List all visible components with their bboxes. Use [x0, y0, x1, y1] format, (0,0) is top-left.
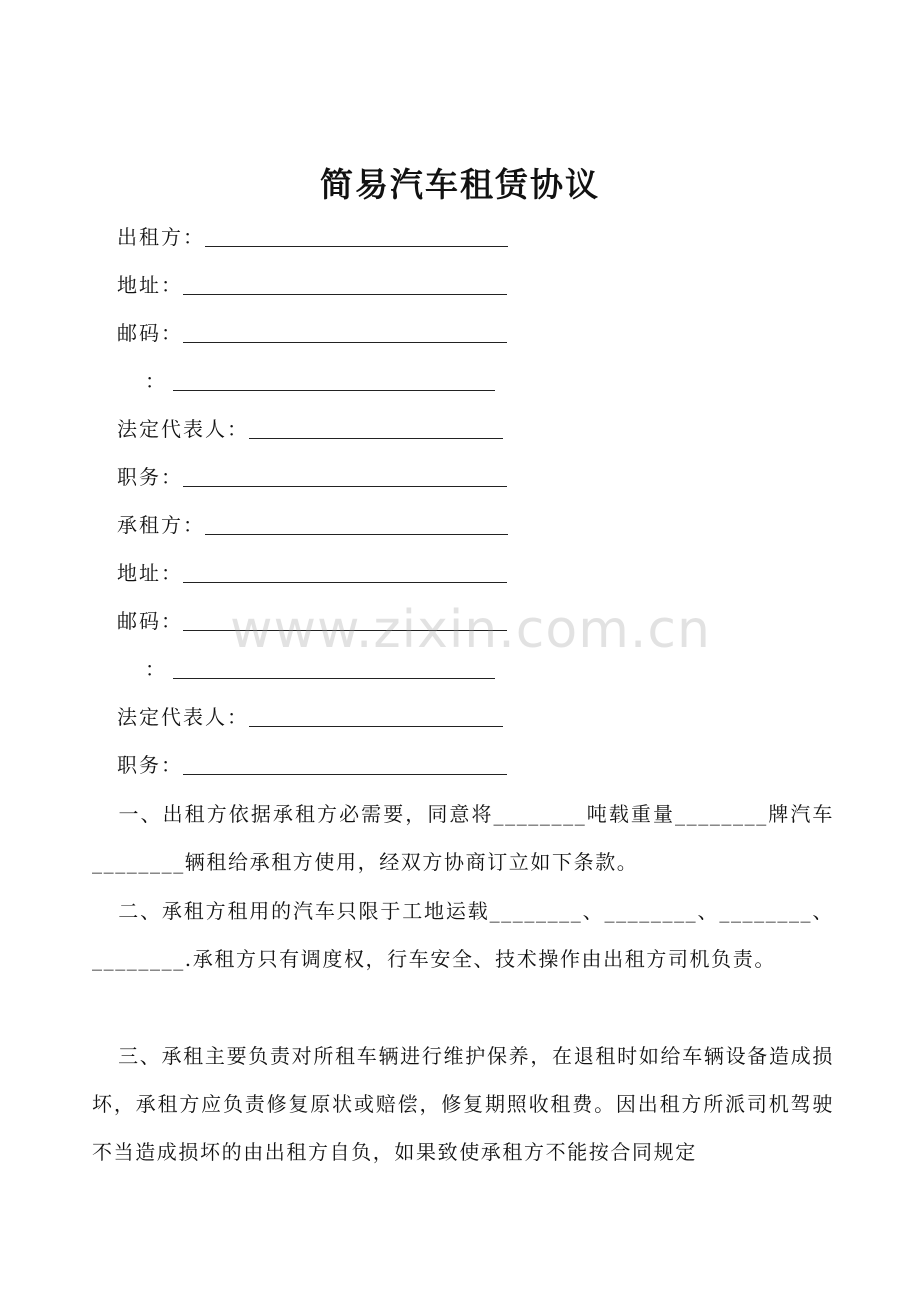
lessee-address-field [117, 554, 507, 588]
lessor-position-label: 职务： [117, 465, 183, 489]
clause-1-text: 一、出租方依据承租方必需要，同意将________吨载重量________牌汽车________辆租给承租方使用，经双方协商订立如下条款。 [92, 802, 834, 874]
lessee-position-label: 职务： [117, 753, 183, 777]
lessee-address-label: 地址： [117, 561, 183, 585]
lessee-postcode-field [117, 602, 507, 636]
lessor-postcode-field [117, 314, 507, 348]
lessor-position-field [117, 458, 507, 492]
lessor-address-blank [183, 268, 507, 295]
lessee-unnamed-label: ： [145, 657, 167, 681]
lessee-legal-rep-label: 法定代表人： [117, 705, 249, 729]
lessor-legal-rep-blank [249, 412, 503, 439]
lessee-blank [205, 508, 508, 535]
lessor-unnamed-label: ： [145, 369, 167, 393]
lessor-blank [205, 220, 508, 247]
lessee-unnamed-blank [173, 652, 495, 679]
lessee-address-blank [183, 556, 507, 583]
lessee-unnamed-field [145, 650, 495, 684]
lessee-postcode-blank [183, 604, 507, 631]
lessor-address-field [117, 266, 507, 300]
clause-2-text: 二、承租方租用的汽车只限于工地运载________、________、________、________.承租方只有调度权，行车安全、技术操作由出租方司机负责。 [92, 899, 834, 971]
clause-1 [92, 790, 834, 886]
clause-3-text: 三、承租主要负责对所租车辆进行维护保养，在退租时如给车辆设备造成损坏，承租方应负责修复原状或赔偿，修复期照收租费。因出租方所派司机驾驶不当造成损坏的由出租方自负，如果致使承租方不能按合同规定 [92, 1044, 834, 1164]
lessor-field [117, 218, 508, 252]
clause-2 [92, 887, 834, 983]
lessee-field [117, 506, 508, 540]
lessor-position-blank [183, 460, 507, 487]
document-title: 简易汽车租赁协议 [320, 165, 600, 204]
lessor-unnamed-field [145, 362, 495, 396]
lessor-postcode-blank [183, 316, 507, 343]
lessee-legal-rep-blank [249, 700, 503, 727]
lessee-position-blank [183, 748, 507, 775]
clause-3 [92, 1032, 834, 1176]
lessor-address-label: 地址： [117, 273, 183, 297]
lessee-label: 承租方： [117, 513, 205, 537]
lessee-position-field [117, 746, 507, 780]
lessor-unnamed-blank [173, 364, 495, 391]
lessee-postcode-label: 邮码： [117, 609, 183, 633]
lessor-legal-rep-field [117, 410, 503, 444]
lessee-legal-rep-field [117, 698, 503, 732]
lessor-postcode-label: 邮码： [117, 321, 183, 345]
lessor-legal-rep-label: 法定代表人： [117, 417, 249, 441]
watermark: www.zixin.com.cn [230, 600, 711, 660]
lessor-label: 出租方： [117, 225, 205, 249]
